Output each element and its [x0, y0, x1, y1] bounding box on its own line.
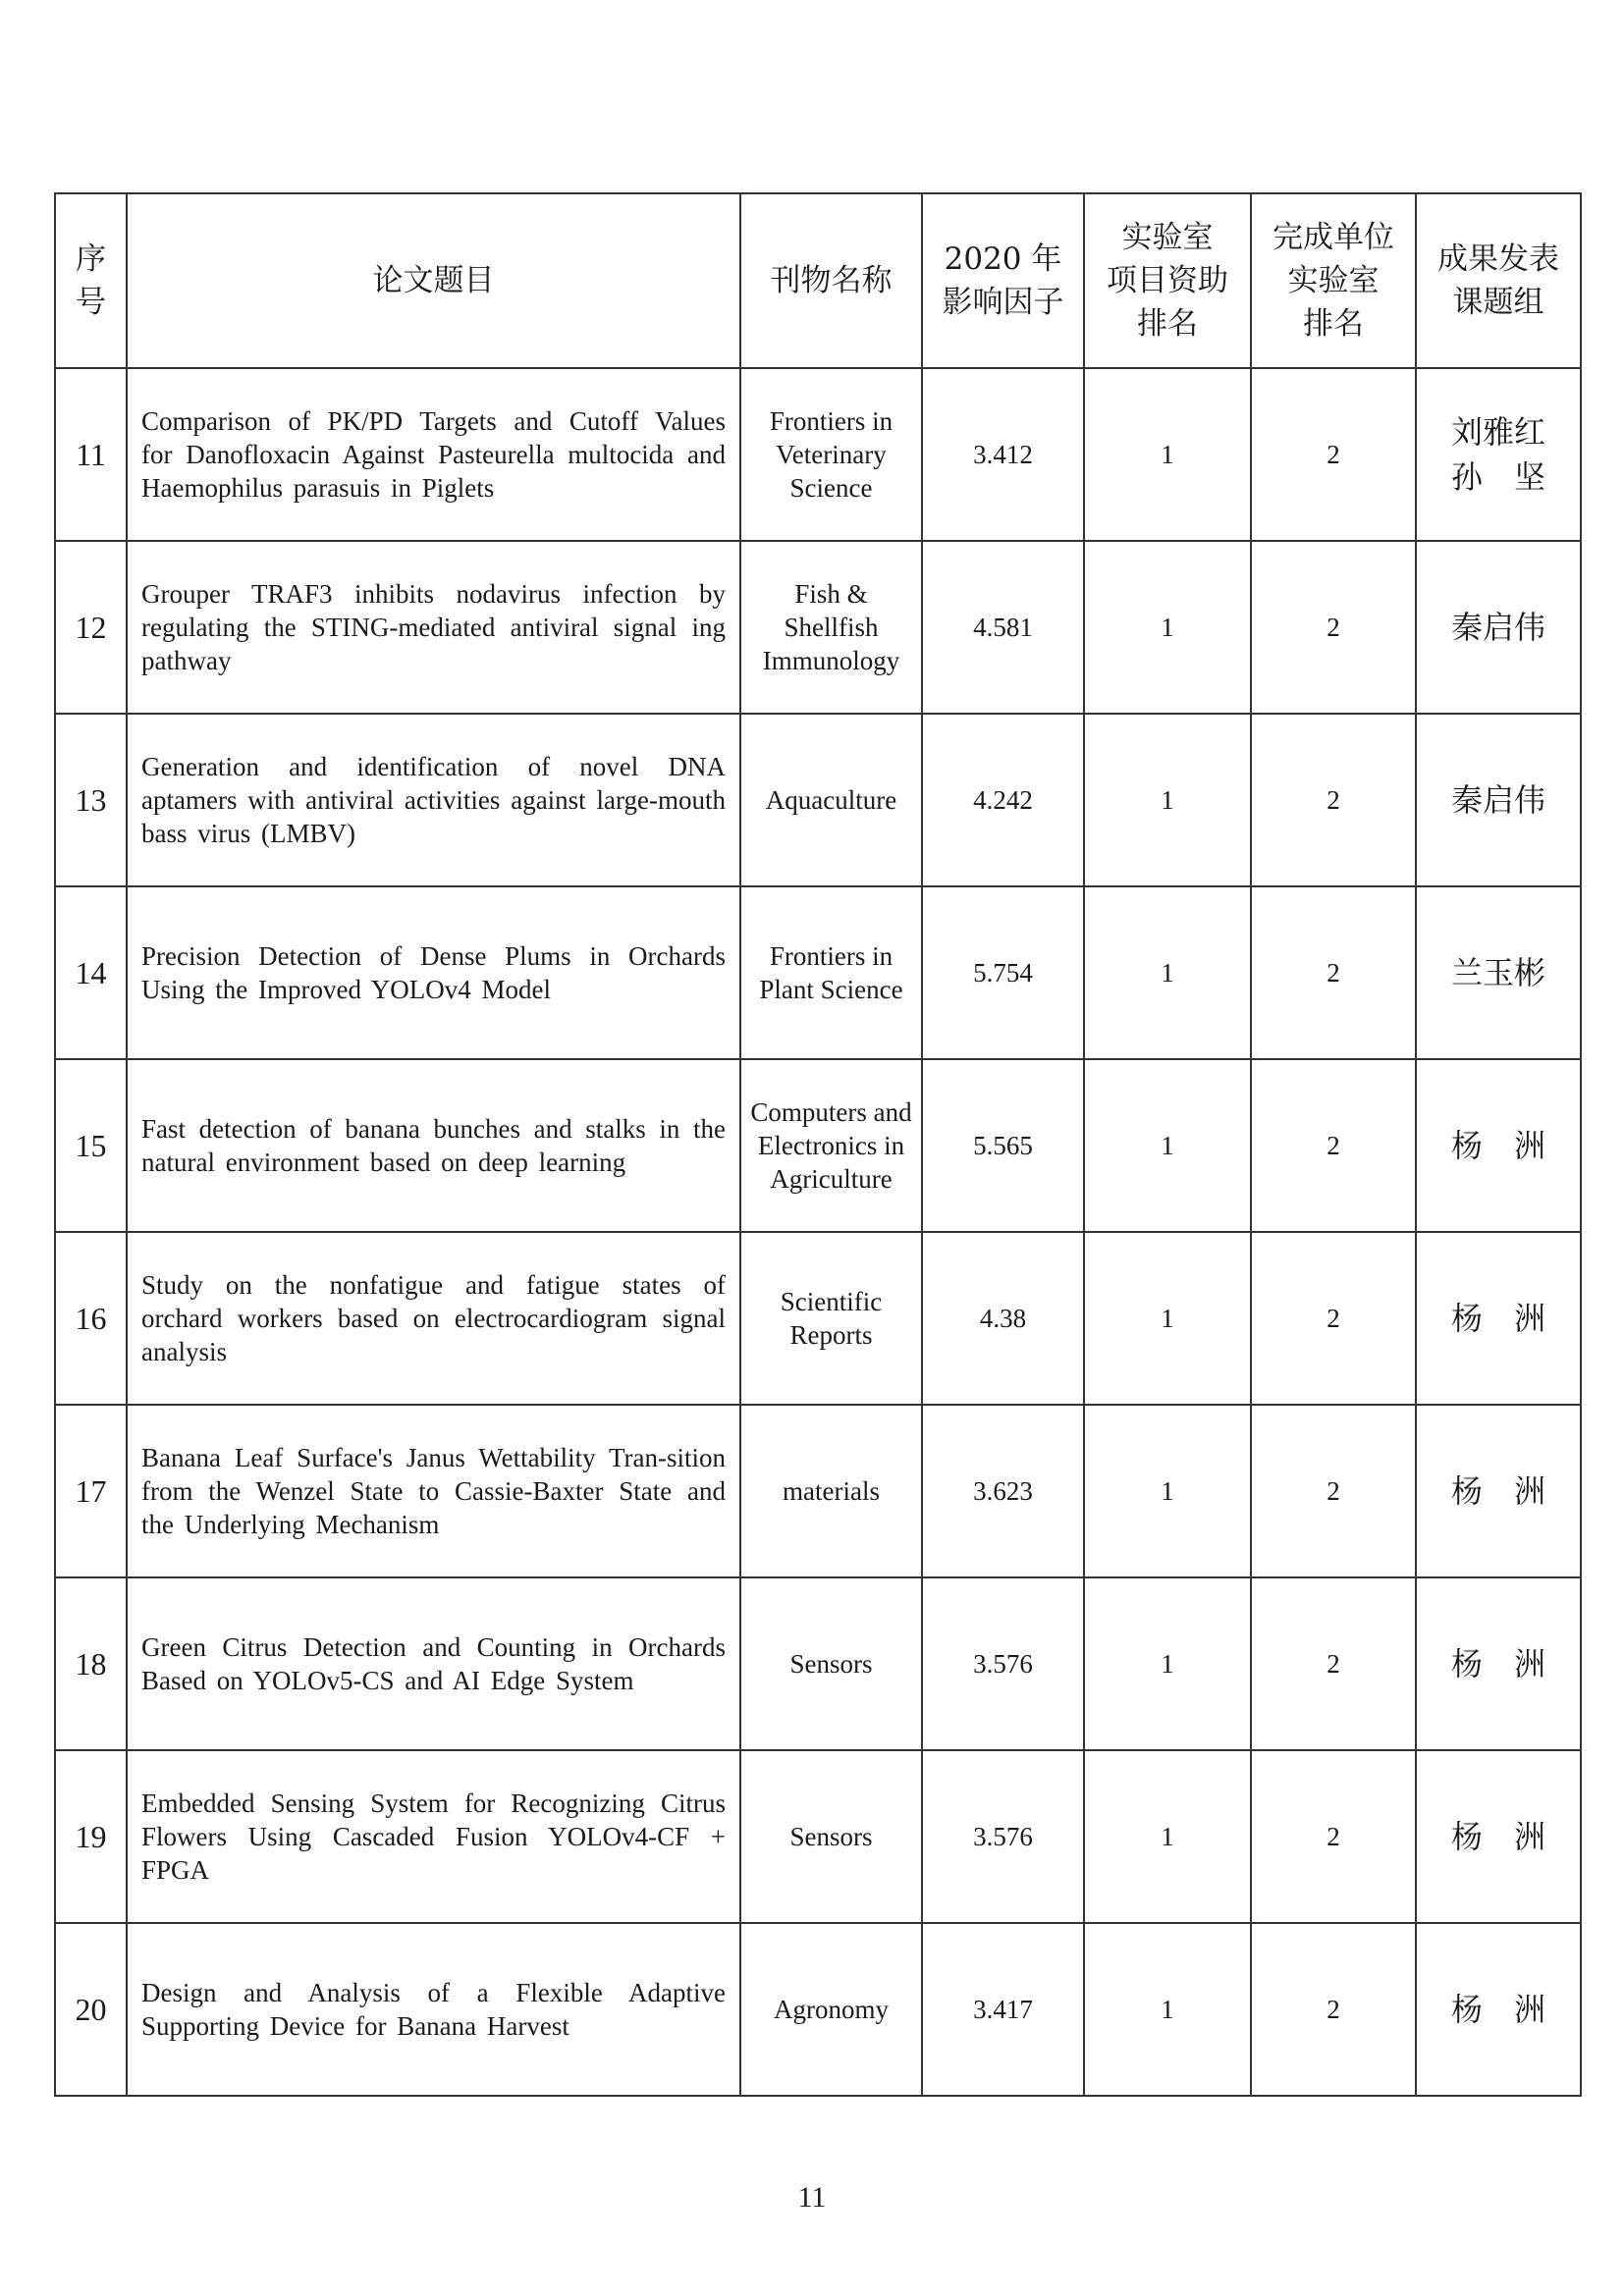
papers-table	[54, 192, 1582, 2097]
cell-impact-factor: 3.623	[922, 1405, 1084, 1577]
cell-title: Study on the nonfatigue and fatigue states of orchard workers based on electrocardiogram signal analysis	[127, 1232, 740, 1405]
table-row	[55, 541, 1581, 714]
cell-no: 15	[55, 1059, 127, 1232]
cell-impact-factor: 4.38	[922, 1232, 1084, 1405]
cell-group: 杨 洲	[1416, 1577, 1581, 1750]
header-impact-factor: 2020 年 影响因子	[922, 193, 1084, 368]
header-journal: 刊物名称	[740, 193, 922, 368]
header-group: 成果发表 课题组	[1416, 193, 1581, 368]
table-row	[55, 886, 1581, 1059]
cell-group: 杨 洲	[1416, 1750, 1581, 1923]
cell-unit-lab-rank: 2	[1251, 541, 1416, 714]
cell-no: 12	[55, 541, 127, 714]
cell-lab-funding-rank: 1	[1084, 714, 1251, 886]
cell-unit-lab-rank: 2	[1251, 1405, 1416, 1577]
cell-lab-funding-rank: 1	[1084, 368, 1251, 541]
cell-impact-factor: 5.754	[922, 886, 1084, 1059]
cell-lab-funding-rank: 1	[1084, 1750, 1251, 1923]
cell-journal: Frontiers in Plant Science	[740, 886, 922, 1059]
cell-title: Grouper TRAF3 inhibits nodavirus infection by regulating the STING-mediated antiviral signal ing pathway	[127, 541, 740, 714]
cell-no: 17	[55, 1405, 127, 1577]
cell-unit-lab-rank: 2	[1251, 714, 1416, 886]
cell-title: Embedded Sensing System for Recognizing Citrus Flowers Using Cascaded Fusion YOLOv4-CF + FPGA	[127, 1750, 740, 1923]
cell-impact-factor: 3.576	[922, 1577, 1084, 1750]
cell-no: 16	[55, 1232, 127, 1405]
cell-no: 14	[55, 886, 127, 1059]
cell-journal: Aquaculture	[740, 714, 922, 886]
cell-impact-factor: 3.412	[922, 368, 1084, 541]
cell-journal: Sensors	[740, 1750, 922, 1923]
cell-lab-funding-rank: 1	[1084, 1923, 1251, 2096]
table-header-row	[55, 193, 1581, 368]
cell-lab-funding-rank: 1	[1084, 1059, 1251, 1232]
cell-no: 19	[55, 1750, 127, 1923]
cell-lab-funding-rank: 1	[1084, 886, 1251, 1059]
cell-unit-lab-rank: 2	[1251, 886, 1416, 1059]
cell-title: Design and Analysis of a Flexible Adaptive Supporting Device for Banana Harvest	[127, 1923, 740, 2096]
cell-unit-lab-rank: 2	[1251, 368, 1416, 541]
cell-journal: Fish & Shellfish Immunology	[740, 541, 922, 714]
header-lab-funding-rank: 实验室 项目资助 排名	[1084, 193, 1251, 368]
cell-unit-lab-rank: 2	[1251, 1923, 1416, 2096]
cell-title: Comparison of PK/PD Targets and Cutoff Values for Danofloxacin Against Pasteurella multocida and Haemophilus parasuis in Piglets	[127, 368, 740, 541]
cell-lab-funding-rank: 1	[1084, 541, 1251, 714]
cell-journal: Computers and Electronics in Agriculture	[740, 1059, 922, 1232]
cell-no: 18	[55, 1577, 127, 1750]
cell-journal: Agronomy	[740, 1923, 922, 2096]
cell-unit-lab-rank: 2	[1251, 1232, 1416, 1405]
cell-unit-lab-rank: 2	[1251, 1577, 1416, 1750]
cell-journal: materials	[740, 1405, 922, 1577]
cell-group: 杨 洲	[1416, 1923, 1581, 2096]
cell-group: 杨 洲	[1416, 1405, 1581, 1577]
table-row	[55, 368, 1581, 541]
cell-journal: Frontiers in Veterinary Science	[740, 368, 922, 541]
cell-no: 20	[55, 1923, 127, 2096]
table-row	[55, 714, 1581, 886]
table-row	[55, 1923, 1581, 2096]
table-row	[55, 1750, 1581, 1923]
cell-unit-lab-rank: 2	[1251, 1750, 1416, 1923]
cell-group: 刘雅红 孙 坚	[1416, 368, 1581, 541]
header-title: 论文题目	[127, 193, 740, 368]
page-number: 11	[797, 2181, 827, 2214]
cell-impact-factor: 5.565	[922, 1059, 1084, 1232]
cell-impact-factor: 4.242	[922, 714, 1084, 886]
cell-group: 杨 洲	[1416, 1059, 1581, 1232]
cell-impact-factor: 3.576	[922, 1750, 1084, 1923]
cell-impact-factor: 3.417	[922, 1923, 1084, 2096]
cell-impact-factor: 4.581	[922, 541, 1084, 714]
header-no: 序 号	[55, 193, 127, 368]
cell-title: Precision Detection of Dense Plums in Orchards Using the Improved YOLOv4 Model	[127, 886, 740, 1059]
table-row	[55, 1232, 1581, 1405]
header-unit-lab-rank: 完成单位 实验室 排名	[1251, 193, 1416, 368]
cell-group: 杨 洲	[1416, 1232, 1581, 1405]
cell-journal: Scientific Reports	[740, 1232, 922, 1405]
cell-title: Fast detection of banana bunches and stalks in the natural environment based on deep learning	[127, 1059, 740, 1232]
cell-lab-funding-rank: 1	[1084, 1405, 1251, 1577]
cell-group: 秦启伟	[1416, 714, 1581, 886]
cell-no: 11	[55, 368, 127, 541]
cell-unit-lab-rank: 2	[1251, 1059, 1416, 1232]
table-row	[55, 1577, 1581, 1750]
table-body	[55, 368, 1581, 2096]
table-row	[55, 1405, 1581, 1577]
cell-title: Generation and identification of novel DNA aptamers with antiviral activities against large-mouth bass virus (LMBV)	[127, 714, 740, 886]
cell-lab-funding-rank: 1	[1084, 1232, 1251, 1405]
cell-group: 兰玉彬	[1416, 886, 1581, 1059]
table-row	[55, 1059, 1581, 1232]
cell-lab-funding-rank: 1	[1084, 1577, 1251, 1750]
cell-journal: Sensors	[740, 1577, 922, 1750]
cell-no: 13	[55, 714, 127, 886]
cell-group: 秦启伟	[1416, 541, 1581, 714]
cell-title: Banana Leaf Surface's Janus Wettability Tran-sition from the Wenzel State to Cassie-Baxter State and the Underlying Mechanism	[127, 1405, 740, 1577]
cell-title: Green Citrus Detection and Counting in Orchards Based on YOLOv5-CS and AI Edge System	[127, 1577, 740, 1750]
